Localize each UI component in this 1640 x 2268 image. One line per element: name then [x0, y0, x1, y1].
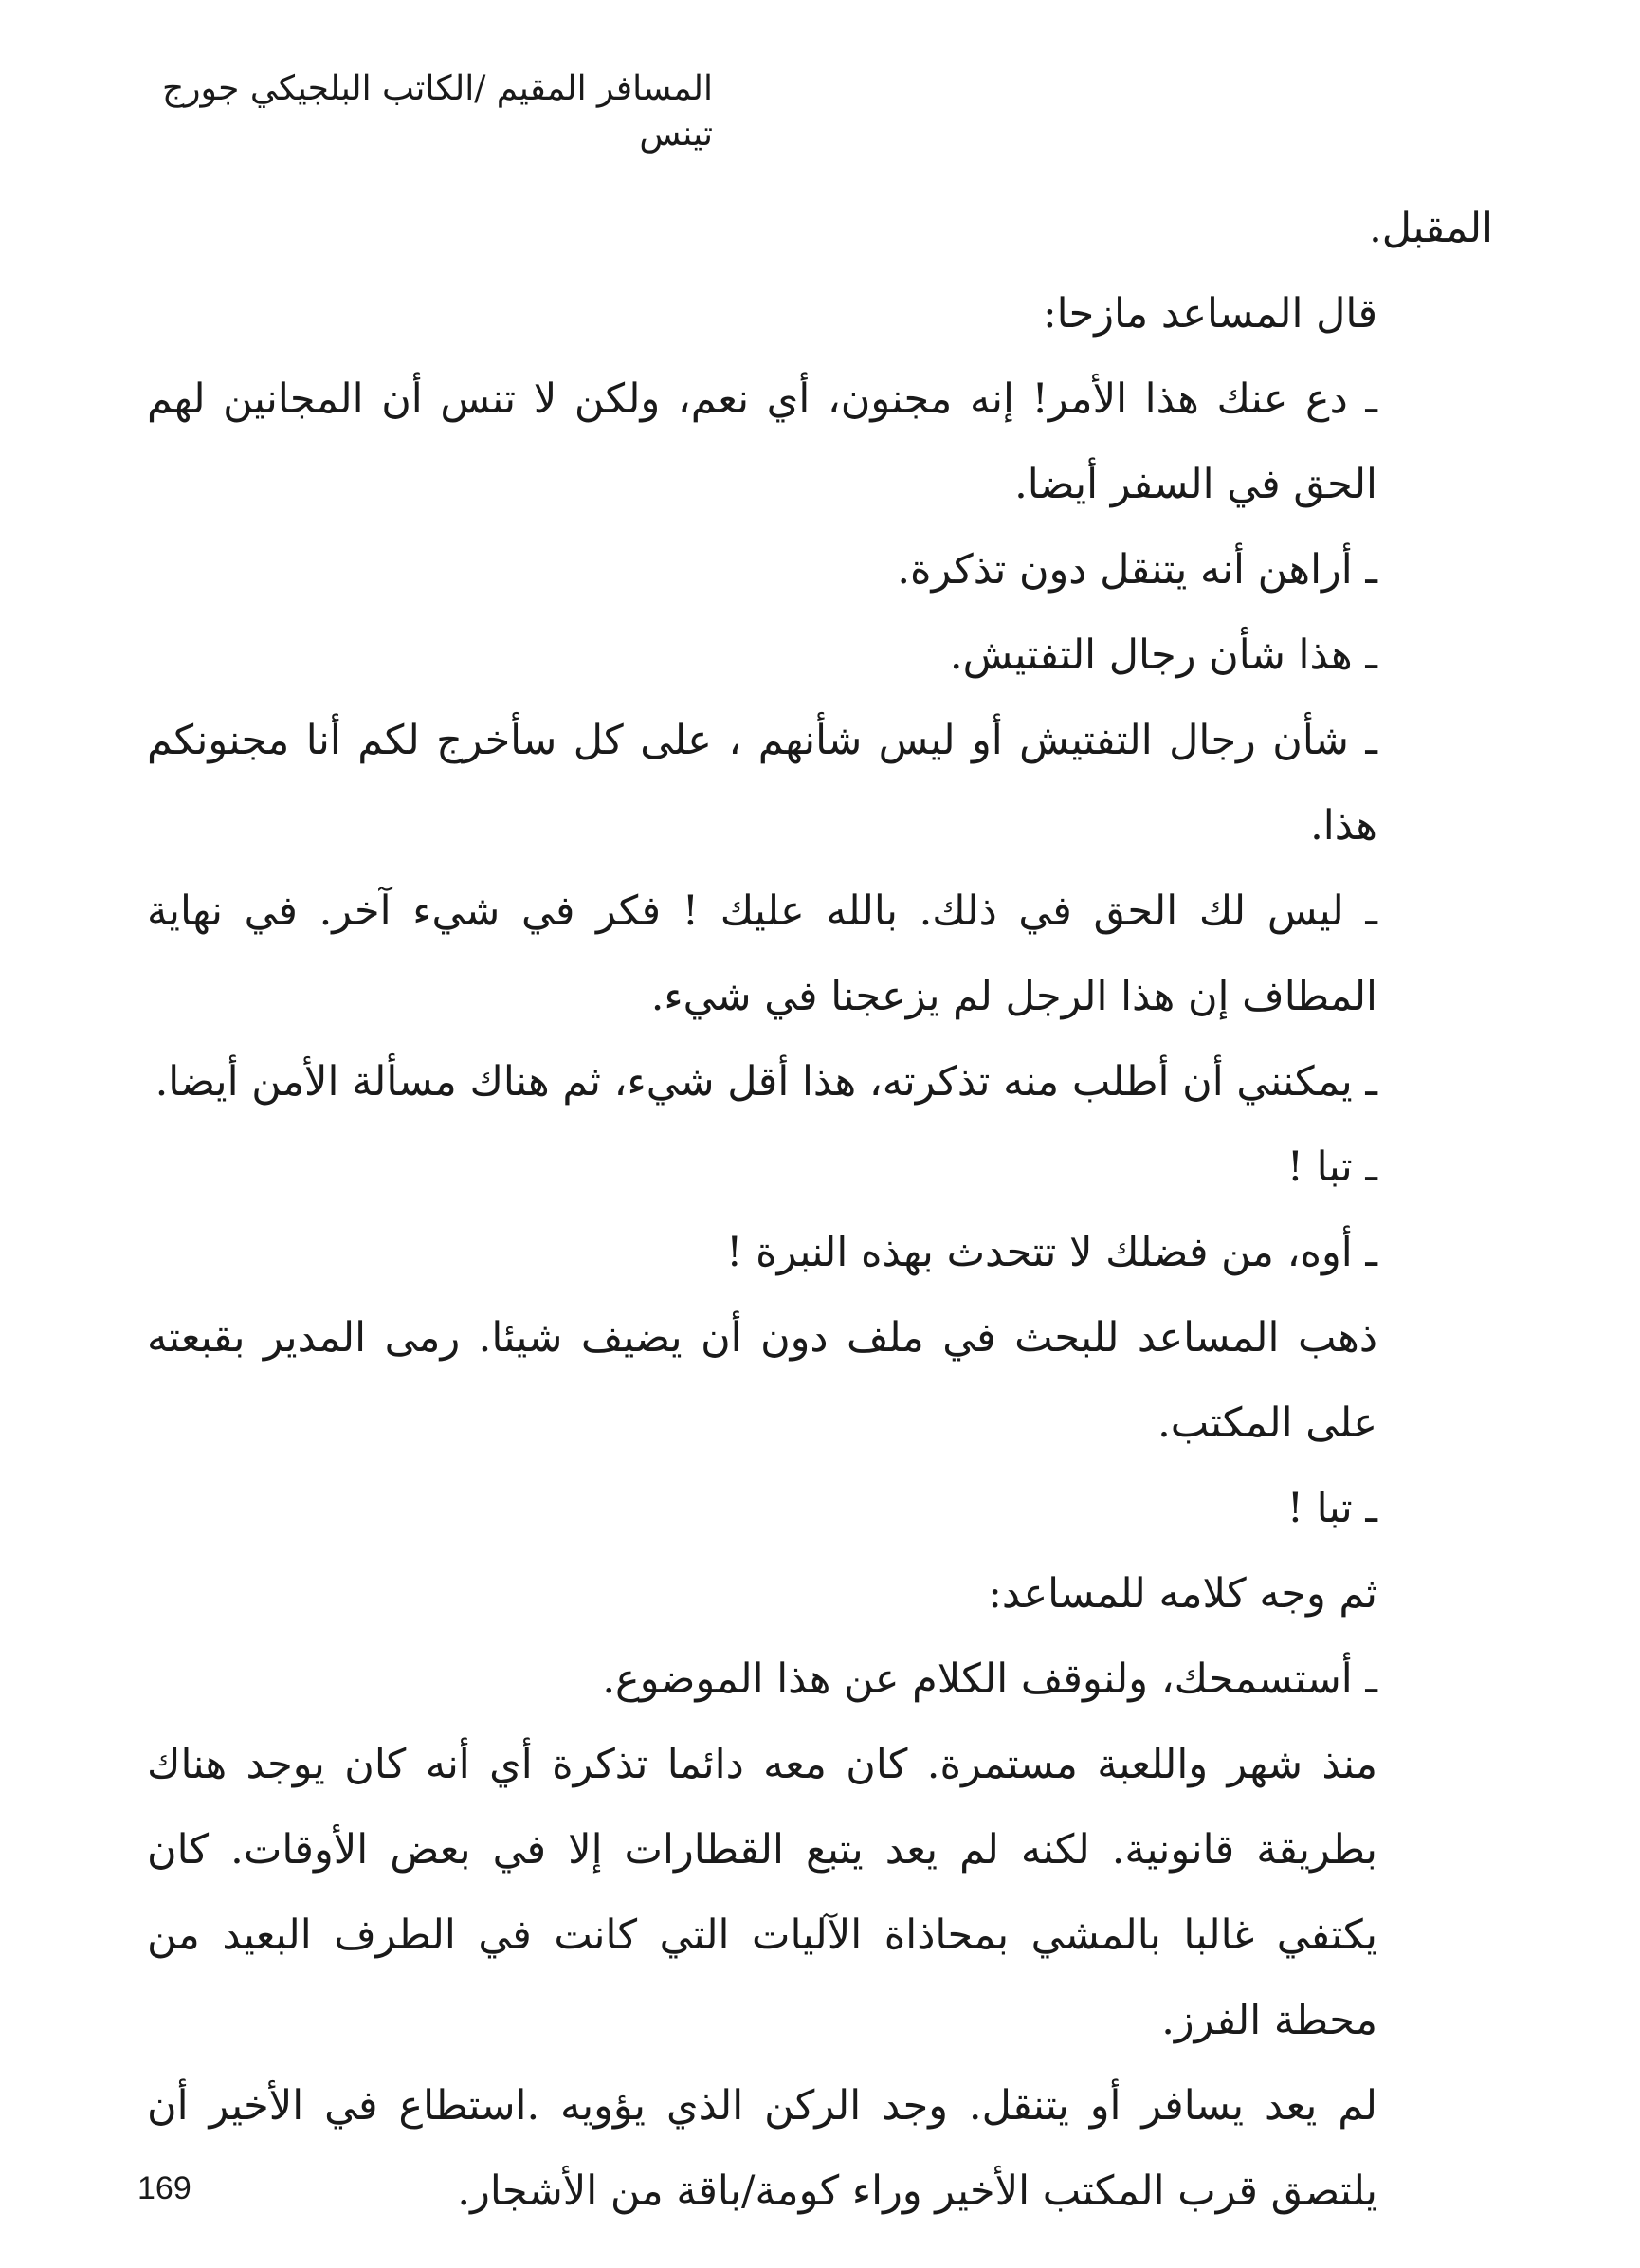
running-header: المسافر المقيم /الكاتب البلجيكي جورج تينس	[161, 69, 713, 154]
page-body-text	[147, 186, 1493, 2234]
paragraph: ذهب المساعد للبحث في ملف دون أن يضيف شيئا. رمى المدير بقبعته على المكتب.	[147, 1314, 1377, 1447]
dialogue-line: ـ دع عنك هذا الأمر! إنه مجنون، أي نعم، ولكن لا تنس أن المجانين لهم الحق في السفر أيضا.	[147, 375, 1377, 508]
paragraph: منذ شهر واللعبة مستمرة. كان معه دائما تذكرة أي أنه كان يوجد هناك بطريقة قانونية. لكنه لم يعد يتبع القطارات إلا في بعض الأوقات. كان يكتفي غالبا بالمشي بمحاذاة الآليات التي كانت في الطرف البعيد من محطة الفرز.	[147, 1741, 1377, 2044]
paragraph: قال المساعد مازحا:	[1043, 290, 1377, 338]
dialogue-line: ـ تبا !	[1286, 1143, 1377, 1191]
dialogue-line: ـ أوه، من فضلك لا تتحدث بهذه النبرة !	[726, 1229, 1377, 1276]
page-number: 169	[137, 2170, 191, 2206]
dialogue-line: ـ أستسمحك، ولنوقف الكلام عن هذا الموضوع.	[602, 1655, 1377, 1703]
paragraph: لم يعد يسافر أو يتنقل. وجد الركن الذي يؤويه .استطاع في الأخير أن يلتصق قرب المكتب الأخير وراء كومة/باقة من الأشجار.	[147, 2082, 1377, 2215]
dialogue-line: ـ يمكنني أن أطلب منه تذكرته، هذا أقل شيء، ثم هناك مسألة الأمن أيضا.	[155, 1058, 1377, 1106]
paragraph: المقبل.	[1369, 205, 1493, 252]
dialogue-line: ـ ليس لك الحق في ذلك. بالله عليك ! فكر في شيء آخر. في نهاية المطاف إن هذا الرجل لم يزعجنا في شيء.	[147, 887, 1377, 1020]
dialogue-line: ـ شأن رجال التفتيش أو ليس شأنهم ، على كل سأخرج لكم أنا مجنونكم هذا.	[147, 717, 1377, 850]
dialogue-line: ـ أراهن أنه يتنقل دون تذكرة.	[897, 546, 1377, 594]
paragraph: ثم وجه كلامه للمساعد:	[988, 1570, 1377, 1618]
dialogue-line: ـ هذا شأن رجال التفتيش.	[949, 631, 1377, 679]
dialogue-line: ـ تبا !	[1286, 1485, 1377, 1532]
